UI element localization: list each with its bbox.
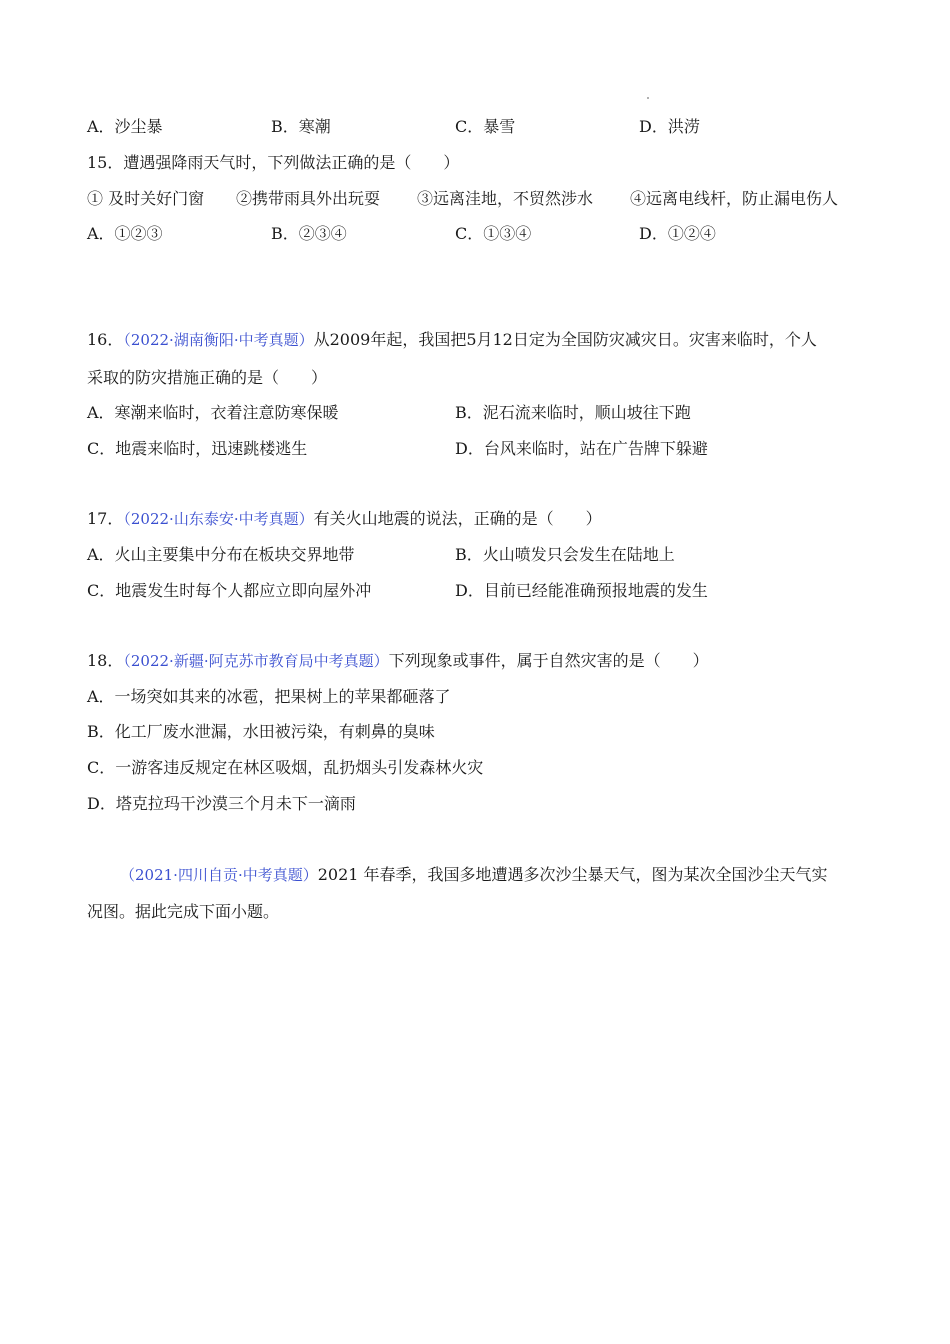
- q16-source: （2022·湖南衡阳·中考真题）: [123, 331, 314, 349]
- q17-option-c[interactable]: C．地震发生时每个人都应立即向屋外冲: [87, 581, 372, 600]
- q18-option-a[interactable]: A．一场突如其来的冰雹，把果树上的苹果都砸落了: [87, 687, 451, 706]
- q14-option-d[interactable]: D．洪涝: [639, 117, 700, 136]
- q14-option-b[interactable]: B．寒潮: [271, 117, 331, 136]
- q17-option-b[interactable]: B．火山喷发只会发生在陆地上: [455, 545, 675, 564]
- q15-option-d[interactable]: D．①②④: [639, 224, 716, 243]
- q18-source: （2022·新疆·阿克苏市教育局中考真题）: [123, 652, 389, 670]
- passage-text-line1: 2021 年春季，我国多地遭遇多次沙尘暴天气，图为某次全国沙尘天气实: [317, 865, 828, 884]
- q16-number: 16．: [87, 330, 124, 349]
- q18-number: 18．: [87, 651, 124, 670]
- q18-option-c[interactable]: C．一游客违反规定在林区吸烟，乱扔烟头引发森林火灾: [87, 758, 484, 777]
- passage-text-line2: 况图。据此完成下面小题。: [87, 902, 280, 921]
- q14-option-c[interactable]: C．暴雪: [455, 117, 516, 136]
- passage-line1: [120, 864, 828, 886]
- q14-option-a[interactable]: A．沙尘暴: [87, 117, 163, 136]
- q17-stem: [87, 508, 602, 530]
- q17-option-d[interactable]: D．目前已经能准确预报地震的发生: [455, 581, 708, 600]
- q17-number: 17．: [87, 509, 124, 528]
- q18-stem-text: 下列现象或事件，属于自然灾害的是（ ）: [388, 651, 709, 670]
- q16-stem-line1: [87, 329, 817, 351]
- q18-stem: [87, 650, 709, 672]
- q17-option-a[interactable]: A．火山主要集中分布在板块交界地带: [87, 545, 355, 564]
- q17-stem-text: 有关火山地震的说法，正确的是（ ）: [313, 509, 602, 528]
- q17-source: （2022·山东泰安·中考真题）: [123, 510, 314, 528]
- q15-statement-3: ③远离洼地，不贸然涉水: [417, 189, 594, 208]
- passage-source: （2021·四川自贡·中考真题）: [120, 866, 318, 884]
- q15-statement-1: ① 及时关好门窗: [87, 189, 205, 208]
- stray-dot: [647, 97, 649, 99]
- q16-stem-line2: 采取的防灾措施正确的是（ ）: [87, 368, 328, 387]
- q15-option-c[interactable]: C．①③④: [455, 224, 532, 243]
- q15-option-b[interactable]: B．②③④: [271, 224, 347, 243]
- q16-option-c[interactable]: C．地震来临时，迅速跳楼逃生: [87, 439, 308, 458]
- q16-option-d[interactable]: D．台风来临时，站在广告牌下躲避: [455, 439, 708, 458]
- q15-stem: 15．遭遇强降雨天气时，下列做法正确的是（ ）: [87, 153, 460, 172]
- q16-option-a[interactable]: A．寒潮来临时，衣着注意防寒保暖: [87, 403, 339, 422]
- q15-statement-4: ④远离电线杆，防止漏电伤人: [630, 189, 839, 208]
- q18-option-b[interactable]: B．化工厂废水泄漏，水田被污染，有刺鼻的臭味: [87, 722, 435, 741]
- q16-option-b[interactable]: B．泥石流来临时，顺山坡往下跑: [455, 403, 691, 422]
- q18-option-d[interactable]: D．塔克拉玛干沙漠三个月未下一滴雨: [87, 794, 356, 813]
- q16-stem-text: 从2009年起，我国把5月12日定为全国防灾减灾日。灾害来临时，个人: [313, 330, 817, 349]
- q15-statement-2: ②携带雨具外出玩耍: [236, 189, 381, 208]
- q15-option-a[interactable]: A．①②③: [87, 224, 163, 243]
